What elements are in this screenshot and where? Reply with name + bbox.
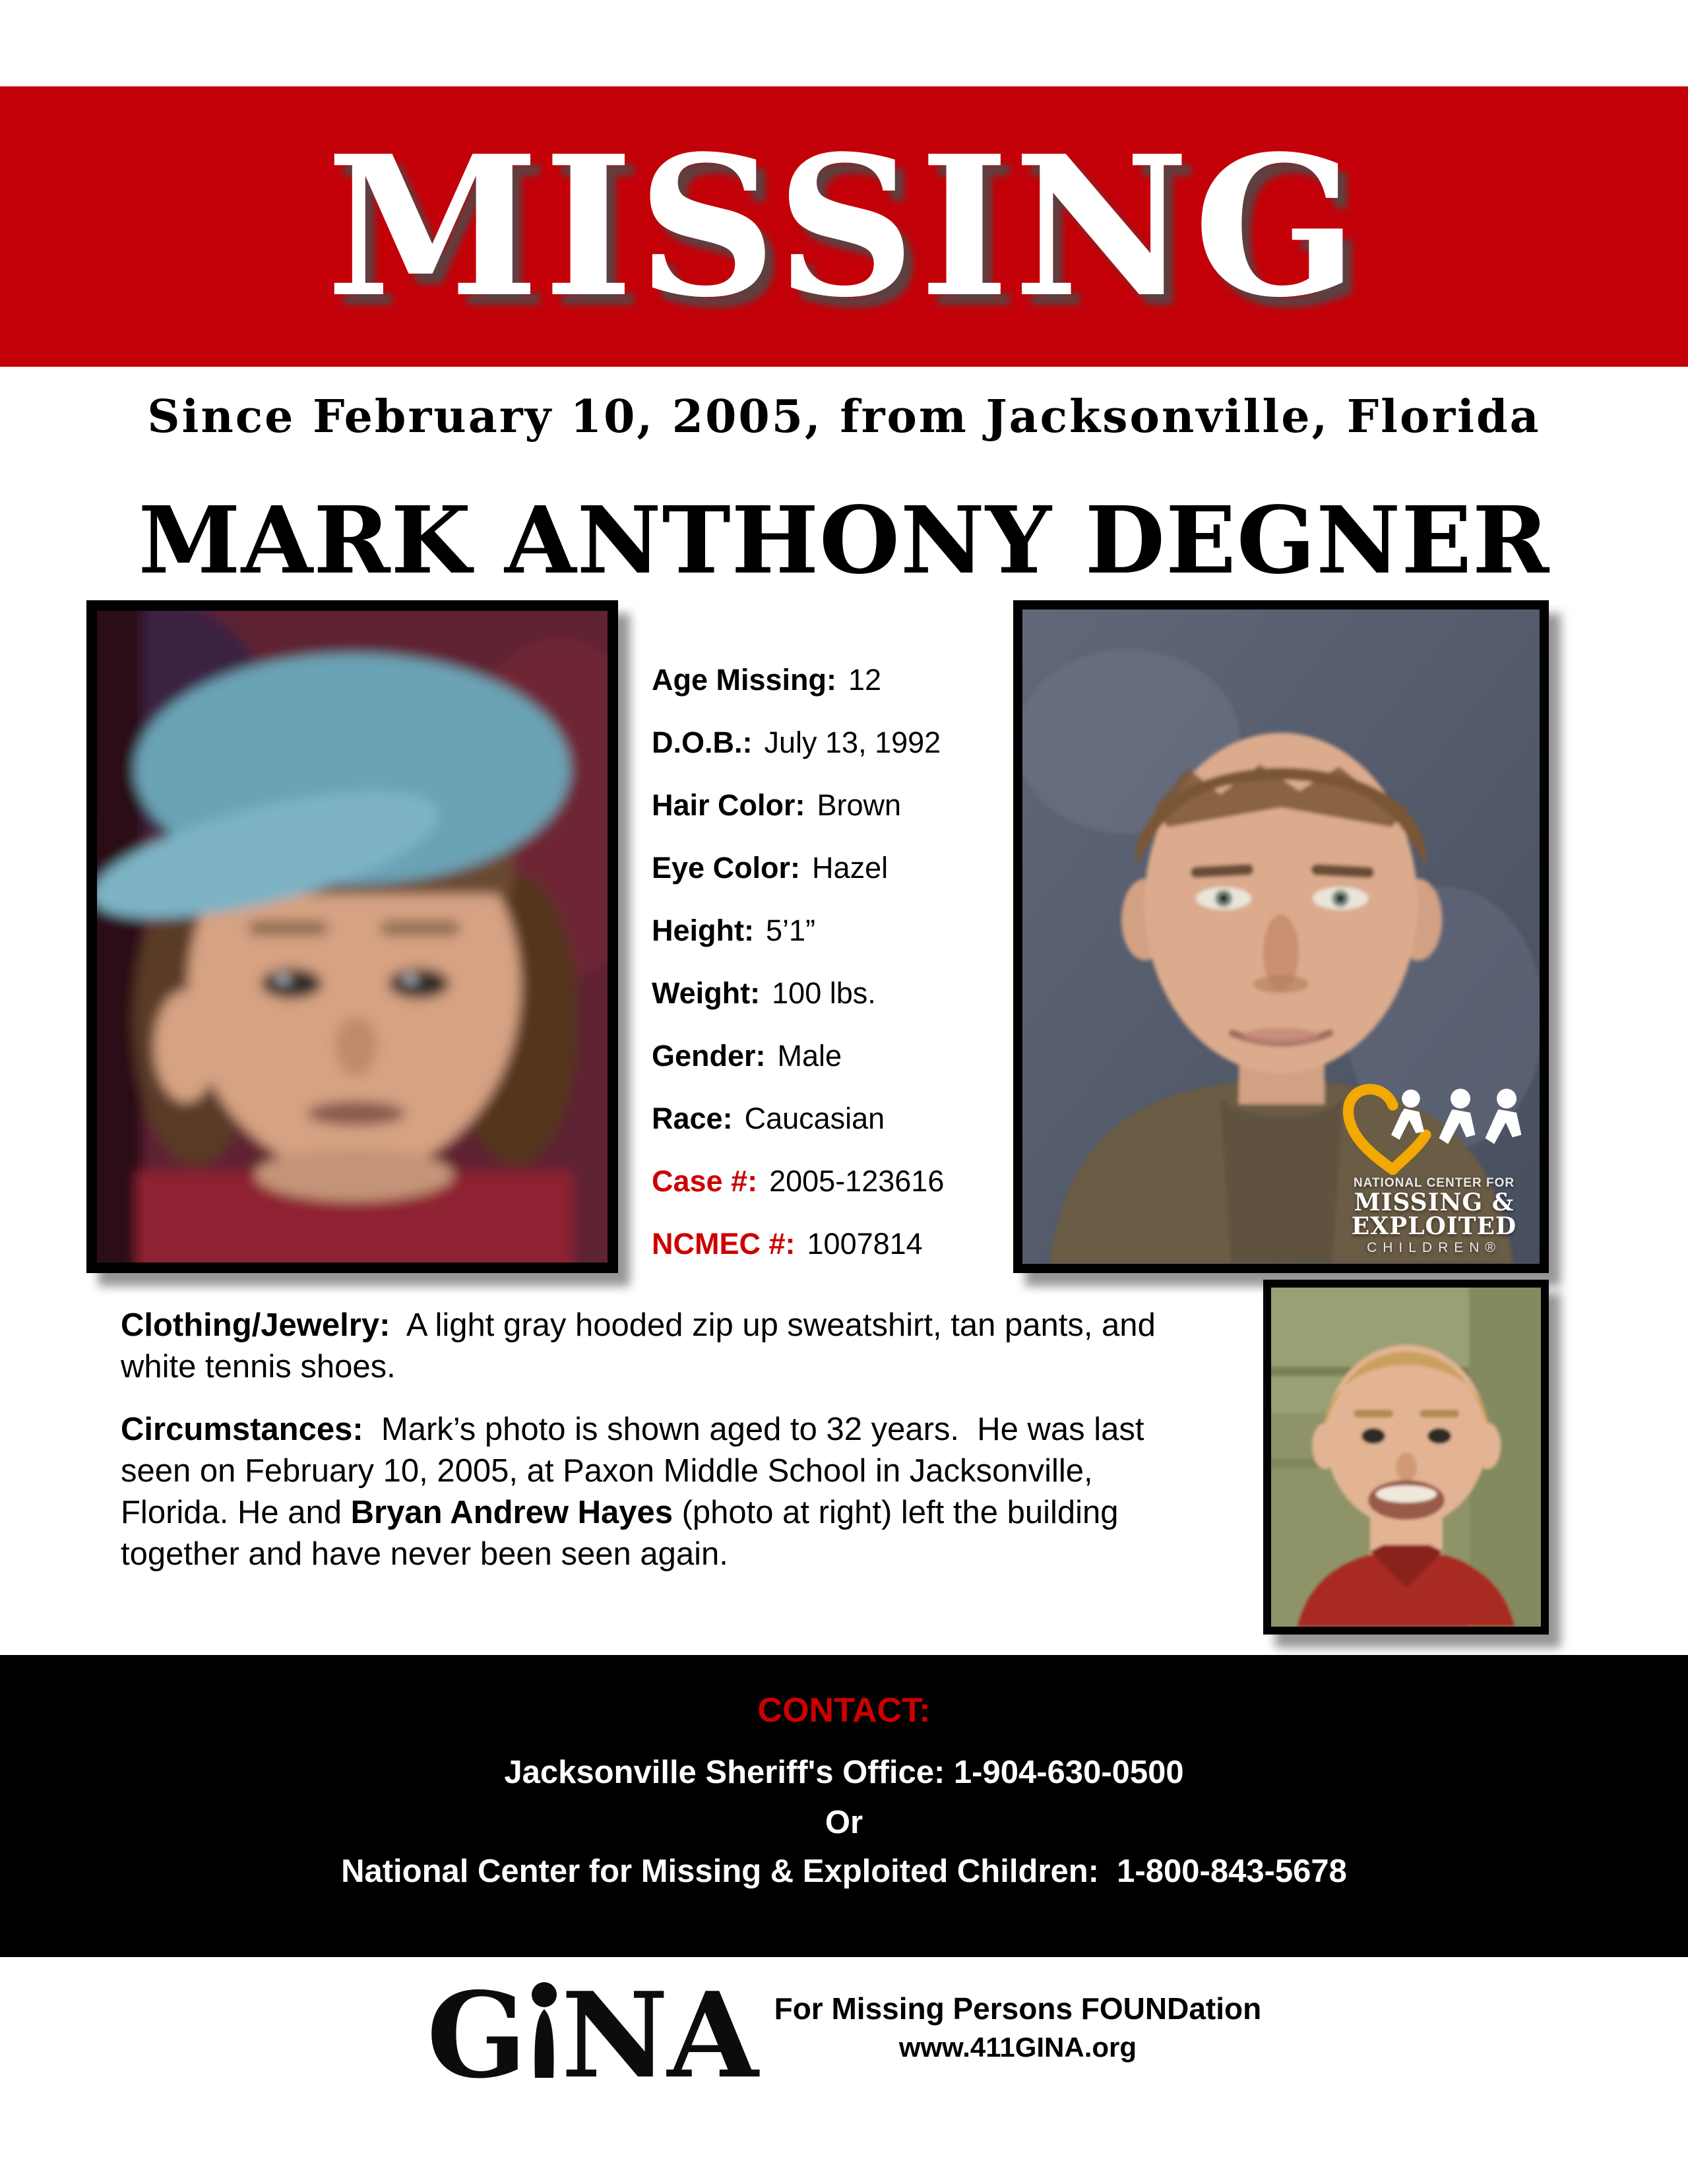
circumstances-label: Circumstances: — [121, 1412, 363, 1447]
detail-value: 5’1” — [765, 914, 816, 947]
victim-details-list — [652, 663, 1034, 1290]
detail-dob — [652, 726, 1034, 788]
detail-value: Brown — [817, 788, 902, 822]
gina-text-block — [774, 1980, 1262, 2063]
detail-label: Hair Color: — [652, 788, 805, 822]
circumstances-text-after: (photo at right) left the building together and have never been seen again. — [121, 1495, 1128, 1572]
contact-or: Or — [825, 1805, 863, 1840]
gina-logo — [426, 1966, 757, 2104]
companion-illustration — [1271, 1288, 1541, 1627]
detail-value: Caucasian — [744, 1102, 885, 1135]
detail-race — [652, 1102, 1034, 1164]
gina-person-icon — [528, 1980, 560, 2078]
victim-name-title: MARK ANTHONY DEGNER — [138, 487, 1550, 595]
ncmec-line3: EXPLOITED — [1351, 1212, 1517, 1241]
detail-value: 1007814 — [807, 1227, 923, 1261]
detail-label: Case #: — [652, 1164, 758, 1198]
gina-website: www.411GINA.org — [898, 2032, 1137, 2063]
detail-value: 2005-123616 — [769, 1164, 945, 1198]
clothing-text: A light gray hooded zip up sweatshirt, tan pants, and white tennis shoes. — [121, 1307, 1165, 1385]
detail-label: Age Missing: — [652, 663, 837, 697]
detail-weight — [652, 976, 1034, 1039]
detail-ncmec-number — [652, 1227, 1034, 1290]
detail-height — [652, 914, 1034, 976]
gina-tagline: For Missing Persons FOUNDation — [774, 1991, 1262, 2026]
contact-heading: CONTACT: — [757, 1691, 931, 1730]
detail-eye-color — [652, 851, 1034, 914]
photo-missing-child — [86, 600, 618, 1273]
clothing-jewelry-paragraph — [121, 1305, 1203, 1388]
clothing-label: Clothing/Jewelry: — [121, 1307, 391, 1343]
detail-value: 12 — [848, 663, 882, 697]
detail-label: NCMEC #: — [652, 1227, 796, 1261]
photo-companion-bryan — [1263, 1280, 1549, 1635]
detail-case-number — [652, 1164, 1034, 1227]
detail-value: July 13, 1992 — [764, 726, 941, 759]
circumstances-text-before: Mark’s photo is shown aged to 32 years. He was last seen on February 10, 2005, at Paxon Middle School in Jacksonville, Florida. He and — [121, 1412, 1154, 1530]
detail-value: Male — [777, 1039, 842, 1073]
detail-label: D.O.B.: — [652, 726, 753, 759]
detail-label: Gender: — [652, 1039, 766, 1073]
detail-gender — [652, 1039, 1034, 1102]
missing-child-illustration — [97, 611, 608, 1263]
contact-ncmec-line: National Center for Missing & Exploited Children: 1-800-843-5678 — [341, 1854, 1347, 1889]
ncmec-line4: CHILDREN® — [1367, 1240, 1501, 1255]
detail-hair-color — [652, 788, 1034, 851]
contact-sheriff-line: Jacksonville Sheriff's Office: 1-904-630-0500 — [504, 1755, 1184, 1790]
detail-label: Height: — [652, 914, 754, 947]
contact-section — [0, 1655, 1688, 1957]
gina-letters-na: NA — [561, 1966, 757, 2104]
ncmec-heart-icon — [1335, 1077, 1533, 1175]
missing-banner — [0, 86, 1688, 367]
detail-value: 100 lbs. — [772, 976, 876, 1010]
missing-since-subtitle: Since February 10, 2005, from Jacksonville, Florida — [147, 390, 1541, 443]
ncmec-line1: NATIONAL CENTER FOR — [1353, 1175, 1515, 1190]
companion-name: Bryan Andrew Hayes — [350, 1495, 673, 1530]
detail-age-missing — [652, 663, 1034, 726]
detail-label: Eye Color: — [652, 851, 801, 885]
ncmec-logo — [1335, 1077, 1533, 1256]
missing-headline: MISSING — [326, 113, 1362, 340]
detail-label: Race: — [652, 1102, 733, 1135]
detail-value: Hazel — [812, 851, 889, 885]
photo-age-progressed — [1013, 600, 1549, 1273]
circumstances-paragraph — [121, 1409, 1203, 1575]
detail-label: Weight: — [652, 976, 761, 1010]
gina-letter-g: G — [426, 1966, 526, 2104]
ncmec-line2: MISSING & — [1354, 1188, 1515, 1216]
footer — [0, 1966, 1688, 2104]
